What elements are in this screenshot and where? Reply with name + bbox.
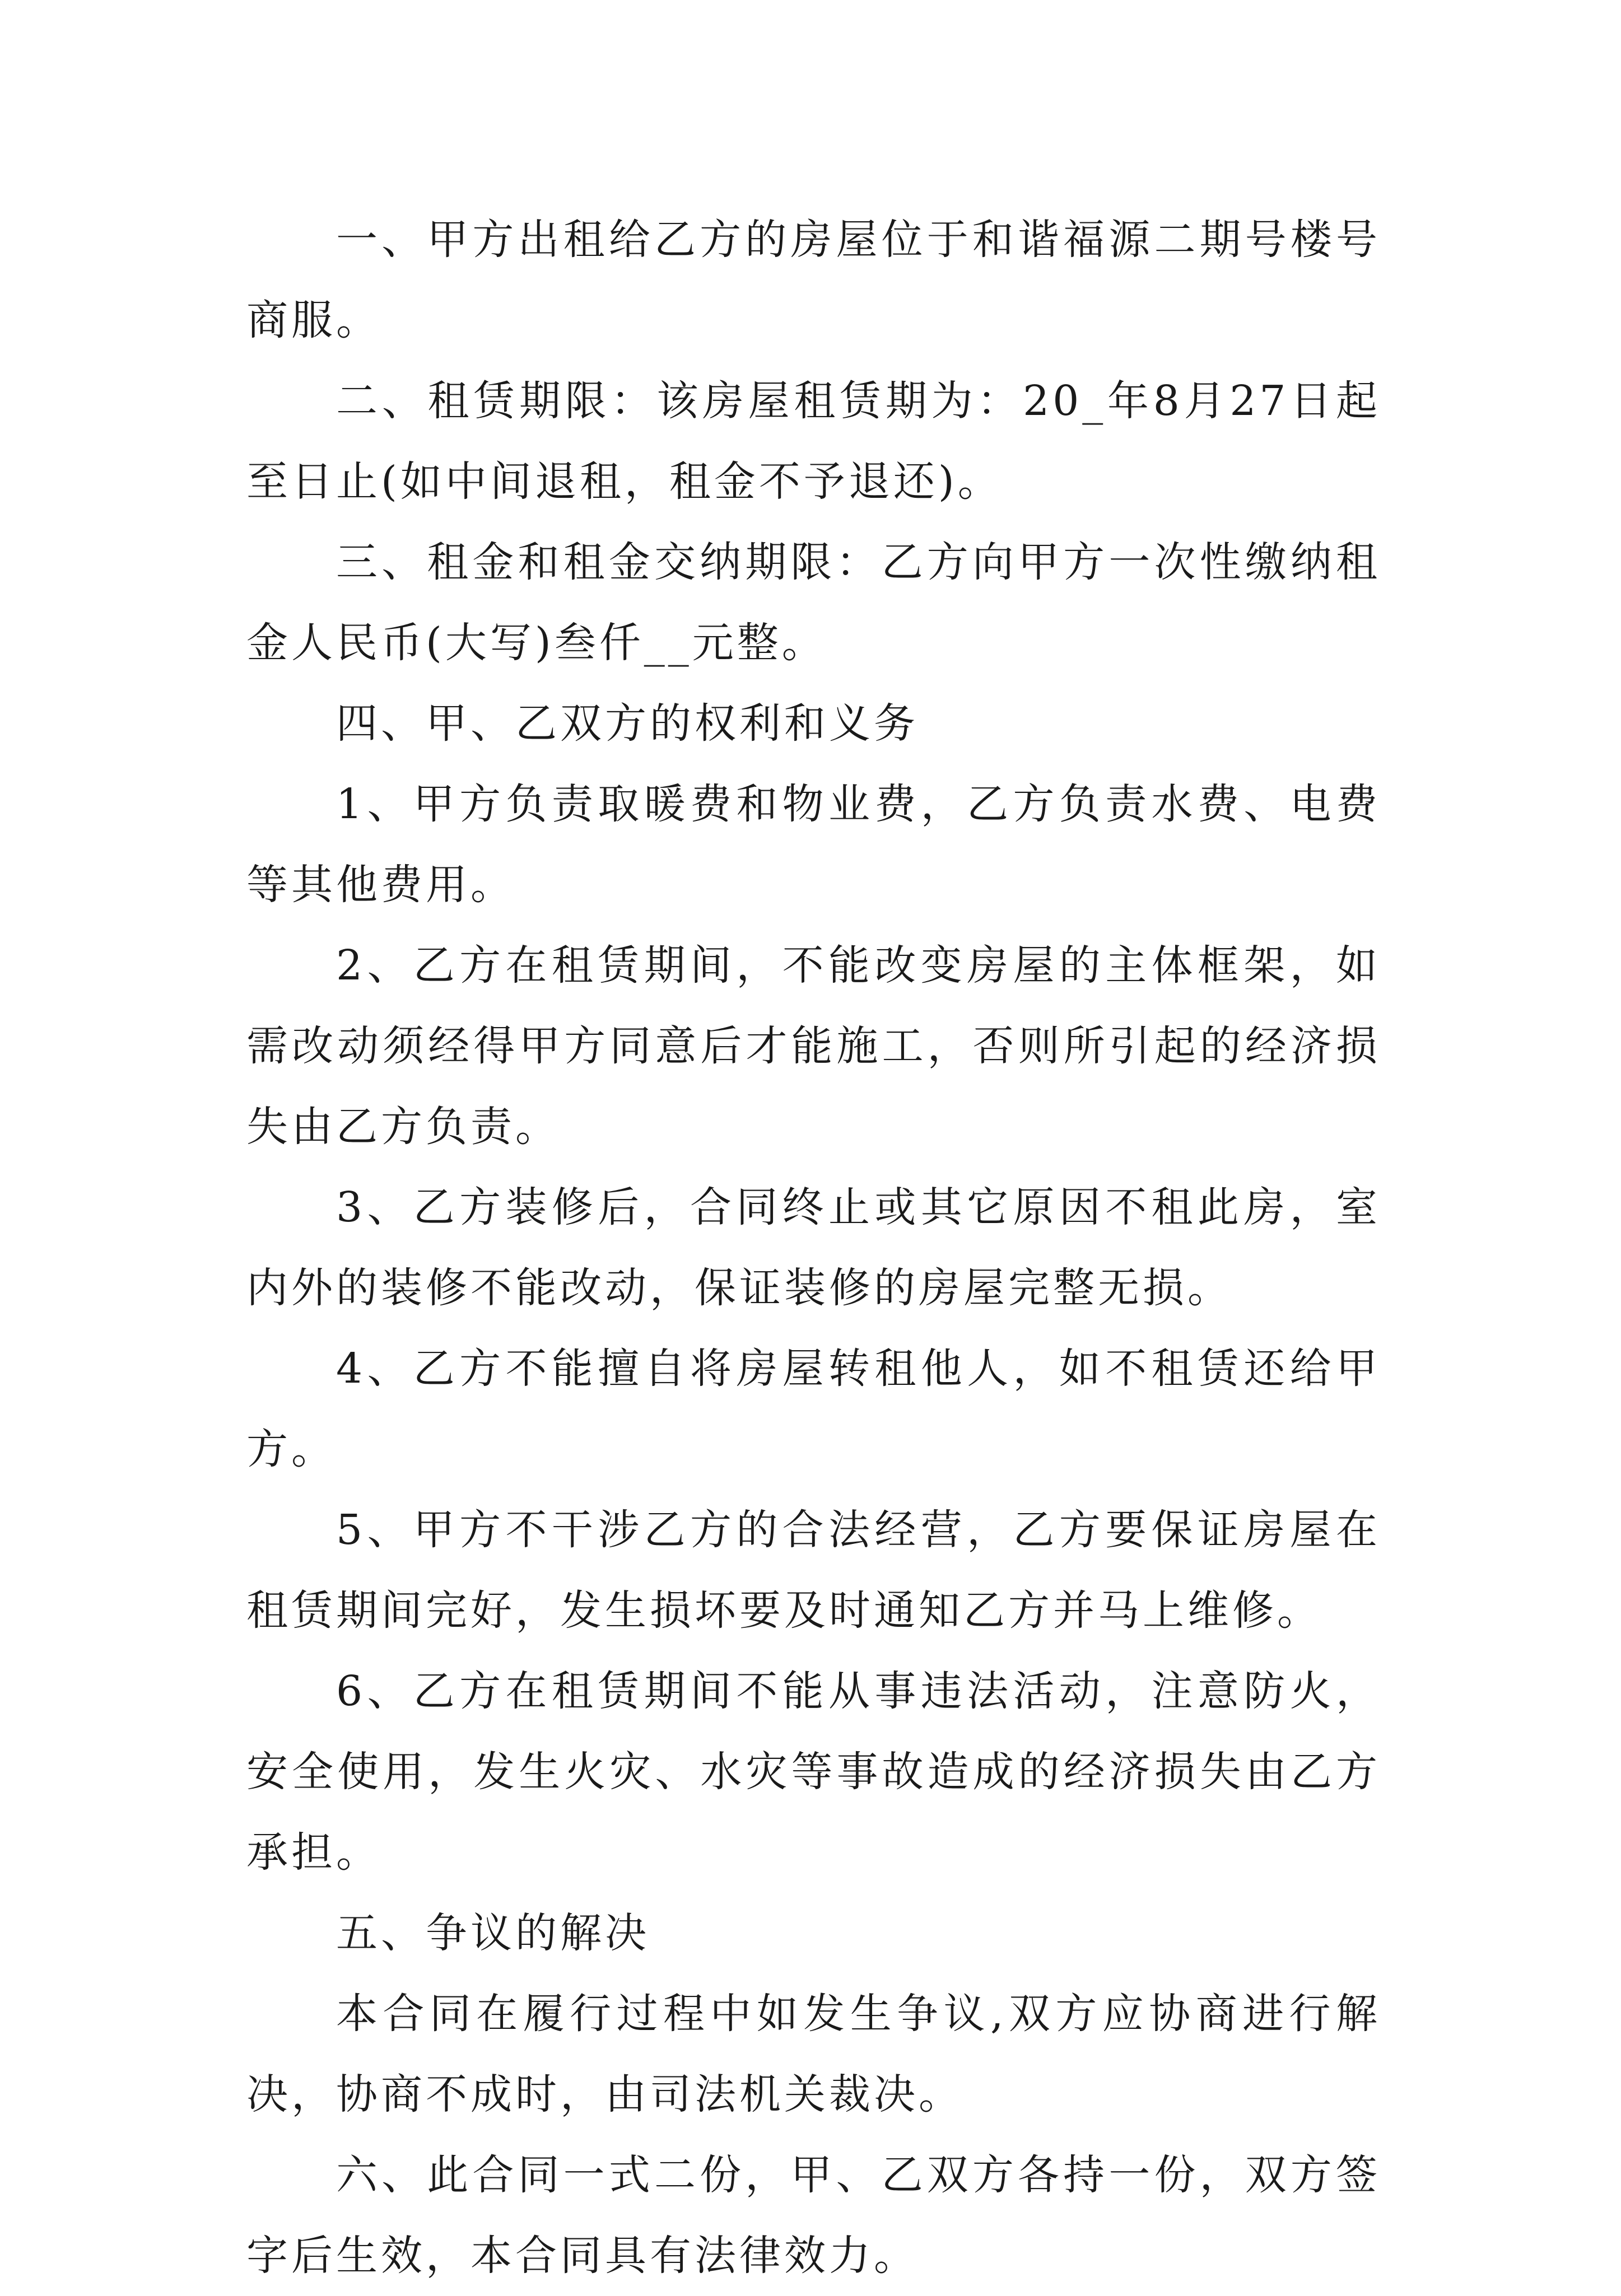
clause-location: 一、甲方出租给乙方的房屋位于和谐福源二期号楼号商服。 [246, 216, 1381, 344]
clause-lease-term: 二、租赁期限：该房屋租赁期为：20_年8月27日起至日止(如中间退租，租金不予退还)。 [246, 377, 1381, 506]
clause-dispute-heading: 五、争议的解决 [336, 1909, 650, 1957]
clause-copies: 六、此合同一式二份，甲、乙双方各持一份，双方签字后生效，本合同具有法律效力。 [246, 2151, 1381, 2280]
clause-rights-heading: 四、甲、乙双方的权利和义务 [336, 699, 919, 748]
clause-rent-payment: 三、租金和租金交纳期限：乙方向甲方一次性缴纳租金人民币(大写)叁仟__元整。 [246, 538, 1381, 667]
clause-rights-item-6: 6、乙方在租赁期间不能从事违法活动，注意防火，安全使用，发生火灾、水灾等事故造成的经济损失由乙方承担。 [246, 1667, 1381, 1877]
contract-body [246, 199, 1381, 2296]
clause-rights-item-5: 5、甲方不干涉乙方的合法经营，乙方要保证房屋在租赁期间完好，发生损坏要及时通知乙方并马上维修。 [246, 1506, 1381, 1635]
clause-rights-item-4: 4、乙方不能擅自将房屋转租他人，如不租赁还给甲方。 [246, 1345, 1381, 1473]
clause-dispute-text: 本合同在履行过程中如发生争议,双方应协商进行解决，协商不成时，由司法机关裁决。 [246, 1990, 1381, 2118]
clause-rights-item-3: 3、乙方装修后，合同终止或其它原因不租此房，室内外的装修不能改动，保证装修的房屋完整无损。 [246, 1183, 1381, 1312]
clause-rights-item-1: 1、甲方负责取暖费和物业费，乙方负责水费、电费等其他费用。 [246, 780, 1381, 909]
clause-rights-item-2: 2、乙方在租赁期间，不能改变房屋的主体框架，如需改动须经得甲方同意后才能施工，否则所引起的经济损失由乙方负责。 [246, 941, 1381, 1151]
